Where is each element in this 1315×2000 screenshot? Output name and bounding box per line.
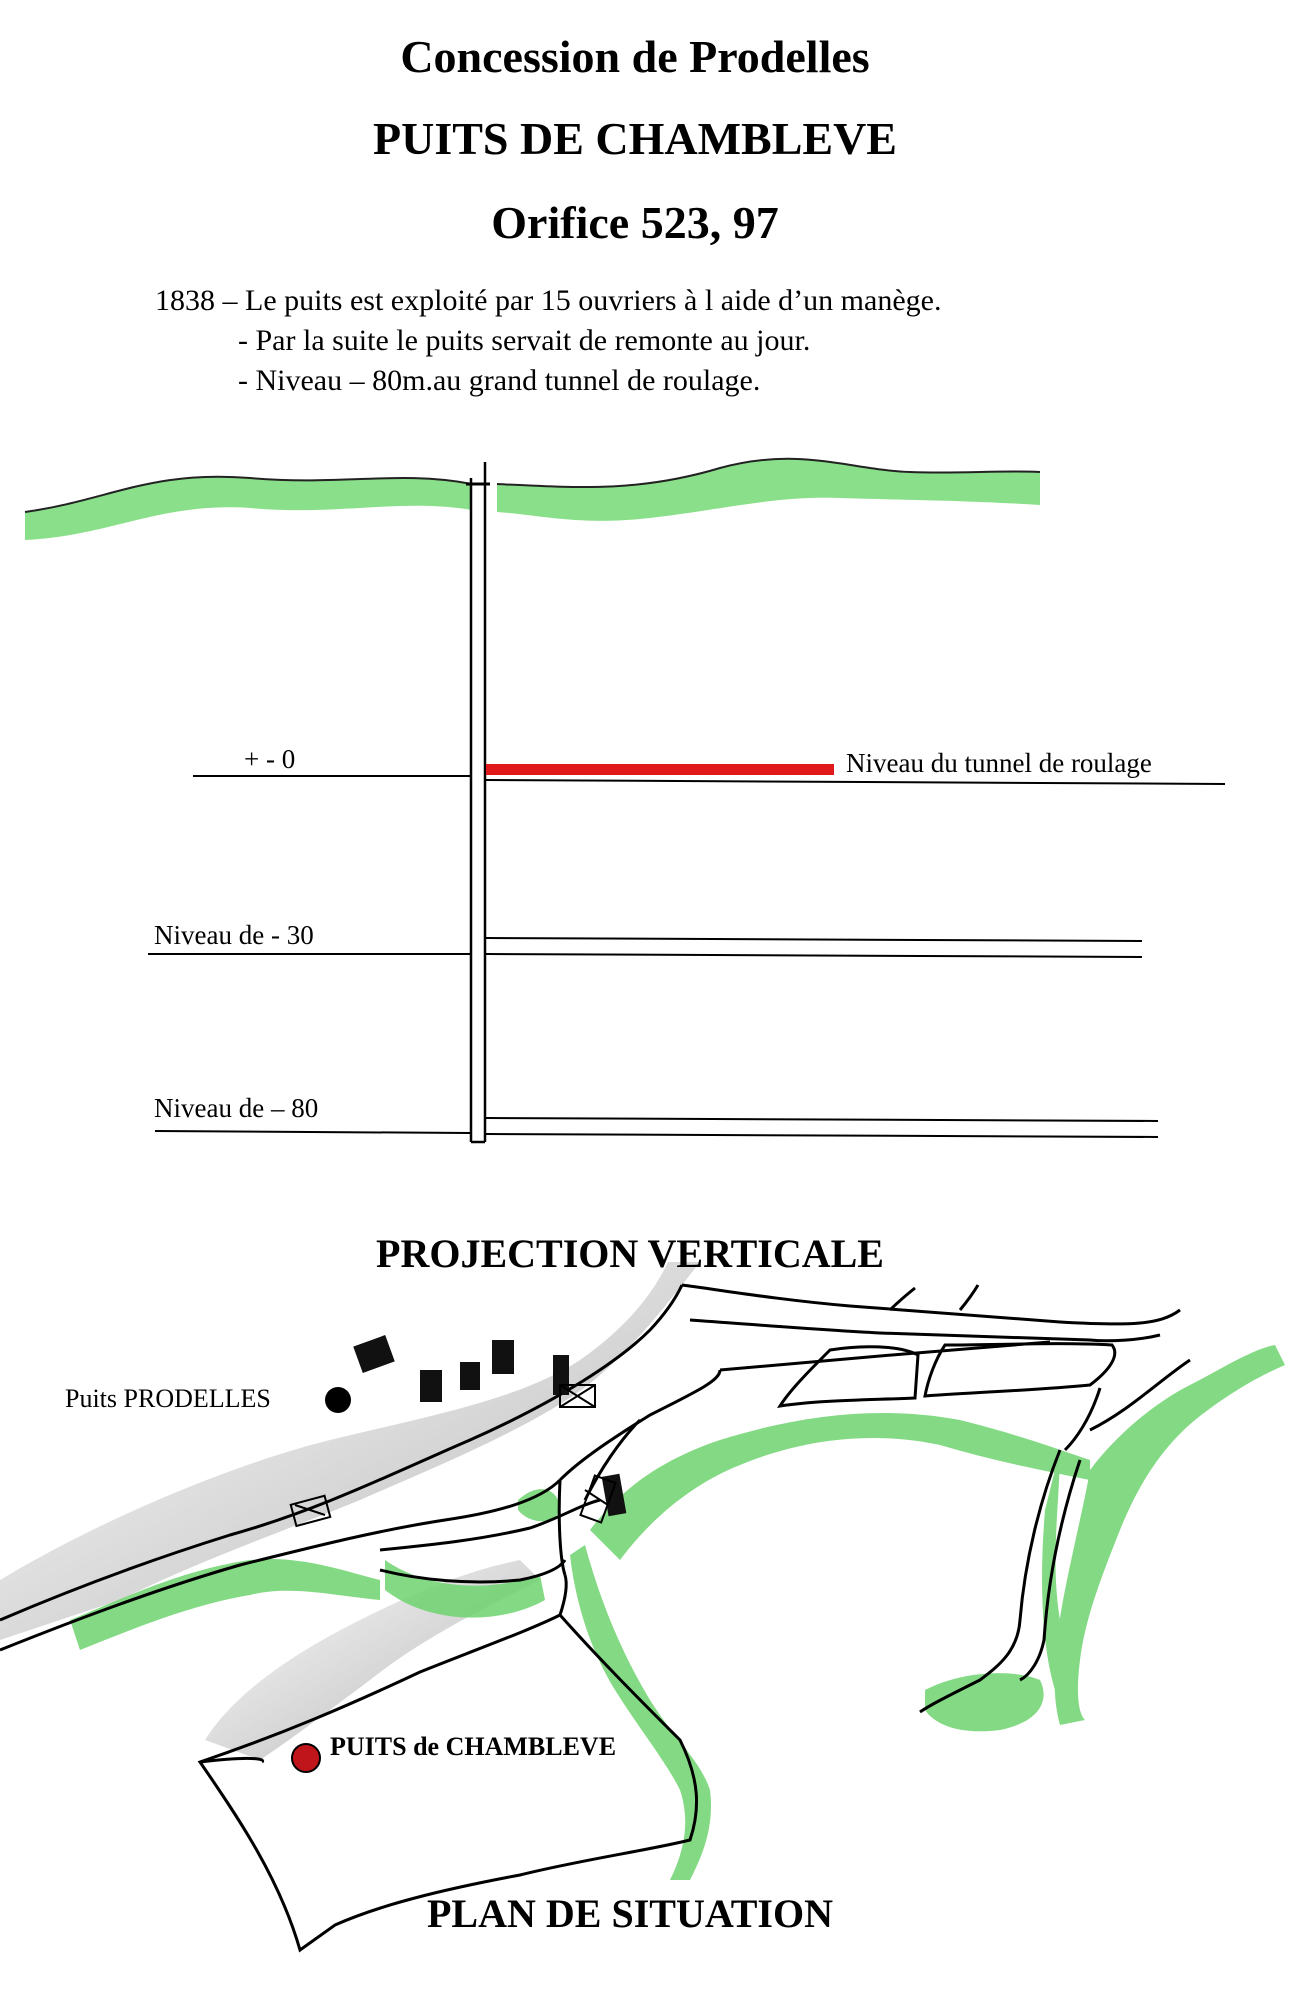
prodelles-shaft-marker (325, 1387, 351, 1413)
shaft-name: PUITS DE CHAMBLEVE (373, 113, 897, 164)
ground-surface-band (497, 459, 1040, 521)
building (353, 1335, 395, 1373)
chambleve-shaft-marker (292, 1744, 320, 1772)
level-80-label: Niveau de – 80 (154, 1093, 319, 1123)
level-80-gallery (486, 1134, 1158, 1137)
history-note-3: - Niveau – 80m.au grand tunnel de roulage. (238, 364, 761, 397)
road (682, 1285, 1180, 1324)
chambleve-label: PUITS de CHAMBLEVE (330, 1732, 617, 1761)
road (1065, 1388, 1100, 1450)
shaft (466, 462, 490, 1142)
site-plan (0, 1262, 1285, 1950)
orifice-elevation: Orifice 523, 97 (491, 197, 779, 248)
road-block (925, 1344, 1115, 1396)
access-road (560, 1575, 566, 1615)
prodelles-label: Puits PRODELLES (65, 1384, 271, 1413)
building (420, 1370, 442, 1402)
ground-surface-band (25, 477, 472, 540)
level-zero-line (486, 780, 1225, 784)
plan-caption: PLAN DE SITUATION (427, 1891, 833, 1936)
page-title: Concession de Prodelles (400, 31, 870, 82)
section-diagram (25, 459, 1225, 1142)
section-caption: PROJECTION VERTICALE (376, 1231, 884, 1276)
level-zero-label: + - 0 (244, 744, 296, 774)
building (492, 1340, 514, 1374)
level-30-gallery (486, 954, 1142, 957)
level-80-gallery (486, 1118, 1158, 1121)
building (460, 1362, 480, 1390)
haulage-tunnel (486, 764, 834, 775)
tunnel-label: Niveau du tunnel de roulage (846, 748, 1152, 778)
road (960, 1285, 978, 1310)
history-note-1: 1838 – Le puits est exploité par 15 ouvriers à l aide d’un manège. (155, 284, 942, 317)
history-note-2: - Par la suite le puits servait de remonte au jour. (238, 324, 811, 357)
level-80-line (155, 1131, 470, 1133)
vegetation (70, 1345, 1285, 1880)
level-30-label: Niveau de - 30 (154, 920, 314, 950)
level-30-gallery (486, 938, 1142, 941)
road (920, 1450, 1060, 1712)
road (890, 1288, 915, 1310)
